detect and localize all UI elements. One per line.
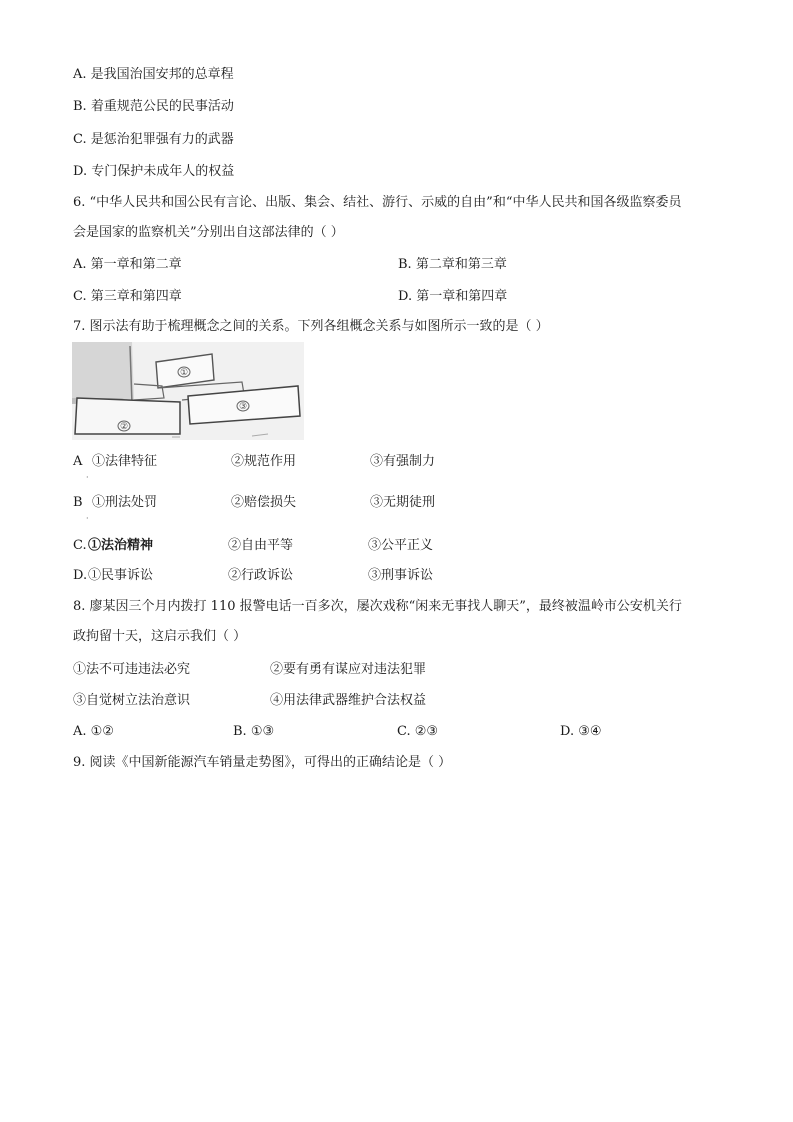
q5-option-c: C. 是惩治犯罪强有力的武器 [73, 132, 234, 147]
q7-row-c-c1: ①法治精神 [88, 538, 154, 553]
q6-stem-line1: 6. “中华人民共和国公民有言论、出版、集会、结社、游行、示威的自由”和“中华人民共和国各级监察委员 [73, 195, 682, 210]
q6-option-b: B. 第二章和第三章 [398, 257, 507, 272]
q7-row-a-c3: ③有强制力 [370, 454, 436, 469]
q8-statement-1: ①法不可违违法必究 [73, 662, 191, 677]
q7-row-a-c1: ①法律特征 [92, 454, 158, 469]
q7-stem: 7. 图示法有助于梳理概念之间的关系。下列各组概念关系与如图所示一致的是（ ） [73, 319, 549, 334]
q8-option-a: A. ①② [73, 724, 114, 739]
q8-statement-3: ③自觉树立法治意识 [73, 693, 191, 708]
q5-option-b: B. 着重规范公民的民事活动 [73, 99, 234, 114]
stray-dot: · [86, 514, 89, 523]
q7-concept-diagram [72, 342, 304, 440]
q6-stem-line2: 会是国家的监察机关”分别出自这部法律的（ ） [73, 225, 344, 240]
q7-row-b-c1: ①刑法处罚 [92, 495, 158, 510]
q7-row-b-letter: B [73, 495, 83, 510]
q5-option-d: D. 专门保护未成年人的权益 [73, 164, 235, 179]
figure-label-3: ③ [238, 402, 248, 412]
q8-stem-line2: 政拘留十天，这启示我们（ ） [73, 629, 247, 644]
q8-statement-2: ②要有勇有谋应对违法犯罪 [270, 662, 427, 677]
q8-option-c: C. ②③ [397, 724, 439, 739]
q6-option-c: C. 第三章和第四章 [73, 289, 182, 304]
q6-option-a: A. 第一章和第二章 [73, 257, 182, 272]
q8-option-d: D. ③④ [560, 724, 602, 739]
q7-row-d-c1: ①民事诉讼 [88, 568, 154, 583]
q6-option-d: D. 第一章和第四章 [398, 289, 508, 304]
q7-row-d-letter: D. [73, 568, 88, 583]
q7-row-d-c2: ②行政诉讼 [228, 568, 294, 583]
q7-row-d-c3: ③刑事诉讼 [368, 568, 434, 583]
q7-row-b-c3: ③无期徒刑 [370, 495, 436, 510]
stray-dot: · [86, 473, 89, 482]
figure-label-2: ② [119, 422, 129, 432]
q7-row-a-c2: ②规范作用 [231, 454, 297, 469]
q8-stem-line1: 8. 廖某因三个月内拨打 110 报警电话一百多次，屡次戏称“闲来无事找人聊天”，最终被温岭市公安机关行 [73, 599, 682, 614]
figure-label-1: ① [179, 368, 189, 378]
q7-row-c-c2: ②自由平等 [228, 538, 294, 553]
q5-option-a: A. 是我国治国安邦的总章程 [73, 67, 234, 82]
q7-row-b-c2: ②赔偿损失 [231, 495, 297, 510]
q7-row-c-letter: C. [73, 538, 87, 553]
q7-row-c-c3: ③公平正义 [368, 538, 434, 553]
q7-row-a-letter: A [73, 454, 83, 469]
q8-statement-4: ④用法律武器维护合法权益 [270, 693, 427, 708]
q8-option-b: B. ①③ [233, 724, 275, 739]
q9-stem: 9. 阅读《中国新能源汽车销量走势图》，可得出的正确结论是（ ） [73, 755, 452, 770]
